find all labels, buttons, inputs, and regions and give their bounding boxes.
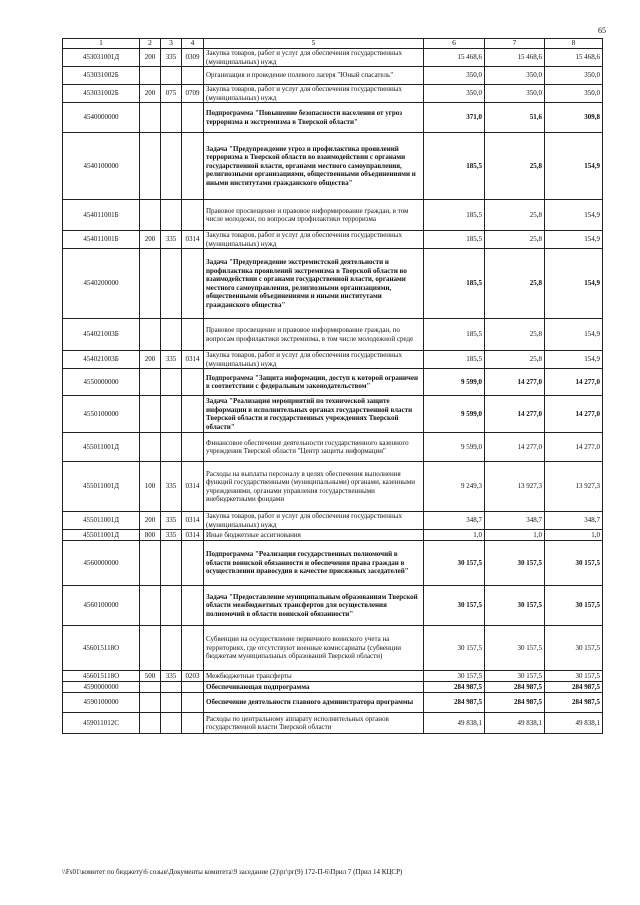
- column-header: 2: [140, 39, 161, 49]
- gradom-cell: 335: [161, 231, 182, 249]
- value-2020-cell: 284 987,5: [485, 693, 545, 713]
- gradom-cell: [161, 200, 182, 231]
- file-path-footer: \\Fs01\комитет по бюджету\6 созыв\Документы комитета\9 заседание (2)\рг\рг(9) 172-П-6\Прил 7 (Прил 14 КЦСР): [62, 868, 403, 876]
- gradom-cell: [161, 369, 182, 396]
- table-row: [63, 541, 603, 586]
- column-header: 5: [204, 39, 424, 49]
- description-cell: Обеспечение деятельности главного администратора программы: [204, 693, 424, 713]
- gradom-cell: [161, 433, 182, 462]
- kvr-cell: [140, 713, 161, 734]
- kvr-cell: 100: [140, 462, 161, 512]
- value-2020-cell: 1,0: [485, 530, 545, 541]
- section-cell: [182, 693, 204, 713]
- gradom-cell: 075: [161, 85, 182, 103]
- gradom-cell: [161, 682, 182, 693]
- value-2021-cell: 350,0: [545, 67, 603, 85]
- section-cell: [182, 319, 204, 351]
- value-2020-cell: 14 277,0: [485, 369, 545, 396]
- value-2019-cell: 348,7: [424, 512, 485, 530]
- section-cell: [182, 586, 204, 626]
- value-2020-cell: 49 838,1: [485, 713, 545, 734]
- value-2021-cell: 30 157,5: [545, 626, 603, 671]
- code-cell: 454021003Б: [63, 319, 140, 351]
- gradom-cell: 335: [161, 530, 182, 541]
- description-cell: Задача "Реализация мероприятий по технической защите информации в исполнительных органах государственной власти Тверской области и государственных учреждениях Тверской области": [204, 396, 424, 433]
- table-row: [63, 713, 603, 734]
- table-row: [63, 433, 603, 462]
- table-row: [63, 671, 603, 682]
- section-cell: 0314: [182, 512, 204, 530]
- column-header: 8: [545, 39, 603, 49]
- description-cell: Задача "Предоставление муниципальным образованиям Тверской области межбюджетных трансфертов для осуществления полномочий в области воинской обязанности": [204, 586, 424, 626]
- table-body: [63, 39, 603, 734]
- value-2021-cell: 154,9: [545, 351, 603, 369]
- section-cell: 0709: [182, 85, 204, 103]
- gradom-cell: [161, 693, 182, 713]
- value-2020-cell: 284 987,5: [485, 682, 545, 693]
- value-2020-cell: 25,8: [485, 231, 545, 249]
- code-cell: 4550100000: [63, 396, 140, 433]
- column-header: 3: [161, 39, 182, 49]
- value-2020-cell: 14 277,0: [485, 396, 545, 433]
- table-row: [63, 530, 603, 541]
- code-cell: 456015118О: [63, 671, 140, 682]
- table-row: [63, 693, 603, 713]
- kvr-cell: [140, 626, 161, 671]
- description-cell: Расходы на выплаты персоналу в целях обеспечения выполнения функций государственными (муниципальными) органами, казенными учреждениями, органами управления государственными внебюджетными фондами: [204, 462, 424, 512]
- table-row: [63, 626, 603, 671]
- value-2019-cell: 1,0: [424, 530, 485, 541]
- kvr-cell: [140, 682, 161, 693]
- description-cell: Подпрограмма "Повышение безопасности населения от угроз терроризма и экстремизма в Тверской области": [204, 103, 424, 133]
- value-2019-cell: 284 987,5: [424, 682, 485, 693]
- value-2019-cell: 185,5: [424, 231, 485, 249]
- kvr-cell: 200: [140, 49, 161, 67]
- value-2021-cell: 1,0: [545, 530, 603, 541]
- section-cell: 0203: [182, 671, 204, 682]
- description-cell: Финансовое обеспечение деятельности государственного казенного учреждения Тверской области "Центр защиты информации": [204, 433, 424, 462]
- kvr-cell: [140, 200, 161, 231]
- code-cell: 4540100000: [63, 133, 140, 200]
- table-row: [63, 319, 603, 351]
- value-2021-cell: 348,7: [545, 512, 603, 530]
- value-2020-cell: 25,8: [485, 133, 545, 200]
- code-cell: 4590000000: [63, 682, 140, 693]
- value-2021-cell: 30 157,5: [545, 671, 603, 682]
- code-cell: 4540200000: [63, 249, 140, 319]
- gradom-cell: 335: [161, 512, 182, 530]
- table-row: [63, 133, 603, 200]
- description-cell: Закупка товаров, работ и услуг для обеспечения государственных (муниципальных) нужд: [204, 351, 424, 369]
- section-cell: [182, 682, 204, 693]
- kvr-cell: [140, 396, 161, 433]
- description-cell: Подпрограмма "Защита информации, доступ к которой ограничен в соответствии с федеральным законодательством": [204, 369, 424, 396]
- gradom-cell: 335: [161, 351, 182, 369]
- code-cell: 453031001Д: [63, 49, 140, 67]
- value-2019-cell: 350,0: [424, 67, 485, 85]
- description-cell: Закупка товаров, работ и услуг для обеспечения государственных (муниципальных) нужд: [204, 85, 424, 103]
- section-cell: [182, 249, 204, 319]
- section-cell: [182, 369, 204, 396]
- value-2019-cell: 185,5: [424, 200, 485, 231]
- code-cell: 456015118О: [63, 626, 140, 671]
- value-2019-cell: 30 157,5: [424, 671, 485, 682]
- value-2020-cell: 25,8: [485, 319, 545, 351]
- section-cell: 0314: [182, 530, 204, 541]
- header-row: [63, 39, 603, 49]
- code-cell: 4590100000: [63, 693, 140, 713]
- gradom-cell: [161, 541, 182, 586]
- description-cell: Подпрограмма "Реализация государственных полномочий в области воинской обязанности и обеспечения права граждан в осуществлении правосудия в качестве присяжных заседателей": [204, 541, 424, 586]
- description-cell: Межбюджетные трансферты: [204, 671, 424, 682]
- kvr-cell: [140, 541, 161, 586]
- value-2021-cell: 284 987,5: [545, 693, 603, 713]
- budget-table: [62, 38, 603, 734]
- section-cell: [182, 103, 204, 133]
- value-2020-cell: 51,6: [485, 103, 545, 133]
- gradom-cell: [161, 396, 182, 433]
- value-2019-cell: 185,5: [424, 249, 485, 319]
- description-cell: Субвенции на осуществление первичного воинского учета на территориях, где отсутствуют военные комиссариаты (субвенции бюджетам муниципальных образований Тверской области): [204, 626, 424, 671]
- gradom-cell: [161, 319, 182, 351]
- table-row: [63, 67, 603, 85]
- value-2019-cell: 185,5: [424, 319, 485, 351]
- kvr-cell: [140, 693, 161, 713]
- value-2019-cell: 15 468,6: [424, 49, 485, 67]
- table-row: [63, 85, 603, 103]
- value-2021-cell: 15 468,6: [545, 49, 603, 67]
- code-cell: 454011001Б: [63, 231, 140, 249]
- code-cell: 454011001Б: [63, 200, 140, 231]
- value-2019-cell: 9 249,3: [424, 462, 485, 512]
- value-2021-cell: 14 277,0: [545, 433, 603, 462]
- table-row: [63, 682, 603, 693]
- section-cell: [182, 541, 204, 586]
- section-cell: 0314: [182, 462, 204, 512]
- description-cell: Закупка товаров, работ и услуг для обеспечения государственных (муниципальных) нужд: [204, 231, 424, 249]
- value-2021-cell: 284 987,5: [545, 682, 603, 693]
- gradom-cell: [161, 249, 182, 319]
- value-2019-cell: 9 599,0: [424, 396, 485, 433]
- kvr-cell: 500: [140, 671, 161, 682]
- kvr-cell: 200: [140, 351, 161, 369]
- gradom-cell: [161, 103, 182, 133]
- table-row: [63, 231, 603, 249]
- kvr-cell: 200: [140, 85, 161, 103]
- gradom-cell: [161, 626, 182, 671]
- code-cell: 454021003Б: [63, 351, 140, 369]
- value-2019-cell: 30 157,5: [424, 626, 485, 671]
- value-2020-cell: 13 927,3: [485, 462, 545, 512]
- value-2019-cell: 350,0: [424, 85, 485, 103]
- value-2021-cell: 154,9: [545, 200, 603, 231]
- description-cell: Задача "Предупреждение угроз и профилактика проявлений терроризма в Тверской области во взаимодействии с органами государственной власти, органами местного самоуправления, религиозными организациями, общественными объединениями и иными институтами гражданского общества": [204, 133, 424, 200]
- value-2021-cell: 30 157,5: [545, 541, 603, 586]
- column-header: 6: [424, 39, 485, 49]
- description-cell: Закупка товаров, работ и услуг для обеспечения государственных (муниципальных) нужд: [204, 512, 424, 530]
- description-cell: Закупка товаров, работ и услуг для обеспечения государственных (муниципальных) нужд: [204, 49, 424, 67]
- value-2020-cell: 15 468,6: [485, 49, 545, 67]
- kvr-cell: [140, 67, 161, 85]
- kvr-cell: 200: [140, 512, 161, 530]
- page-number: 65: [598, 26, 606, 35]
- code-cell: 459011012С: [63, 713, 140, 734]
- table-row: [63, 200, 603, 231]
- code-cell: 4550000000: [63, 369, 140, 396]
- table-row: [63, 396, 603, 433]
- gradom-cell: [161, 713, 182, 734]
- value-2021-cell: 154,9: [545, 133, 603, 200]
- table-row: [63, 351, 603, 369]
- gradom-cell: 335: [161, 671, 182, 682]
- value-2021-cell: 13 927,3: [545, 462, 603, 512]
- column-header: 4: [182, 39, 204, 49]
- kvr-cell: [140, 103, 161, 133]
- code-cell: 455011001Д: [63, 530, 140, 541]
- description-cell: Организация и проведение полевого лагеря "Юный спасатель": [204, 67, 424, 85]
- value-2021-cell: 154,9: [545, 249, 603, 319]
- section-cell: 0314: [182, 231, 204, 249]
- section-cell: [182, 133, 204, 200]
- code-cell: 4540000000: [63, 103, 140, 133]
- table-row: [63, 249, 603, 319]
- section-cell: [182, 433, 204, 462]
- gradom-cell: 335: [161, 49, 182, 67]
- description-cell: Обеспечивающая подпрограмма: [204, 682, 424, 693]
- description-cell: Правовое просвещение и правовое информирование граждан, по вопросам профилактики экстремизма, в том числе молодежной среде: [204, 319, 424, 351]
- table-row: [63, 369, 603, 396]
- code-cell: 455011001Д: [63, 512, 140, 530]
- value-2020-cell: 30 157,5: [485, 541, 545, 586]
- value-2019-cell: 9 599,0: [424, 369, 485, 396]
- value-2019-cell: 9 599,0: [424, 433, 485, 462]
- table-row: [63, 49, 603, 67]
- value-2021-cell: 30 157,5: [545, 586, 603, 626]
- value-2019-cell: 30 157,5: [424, 541, 485, 586]
- table-row: [63, 103, 603, 133]
- value-2021-cell: 350,0: [545, 85, 603, 103]
- column-header: 1: [63, 39, 140, 49]
- section-cell: [182, 396, 204, 433]
- value-2021-cell: 14 277,0: [545, 396, 603, 433]
- value-2021-cell: 49 838,1: [545, 713, 603, 734]
- column-header: 7: [485, 39, 545, 49]
- value-2021-cell: 309,8: [545, 103, 603, 133]
- kvr-cell: [140, 369, 161, 396]
- description-cell: Расходы по центральному аппарату исполнительных органов государственной власти Тверской области: [204, 713, 424, 734]
- value-2020-cell: 25,8: [485, 351, 545, 369]
- kvr-cell: [140, 133, 161, 200]
- kvr-cell: 800: [140, 530, 161, 541]
- kvr-cell: 200: [140, 231, 161, 249]
- description-cell: Правовое просвещение и правовое информирование граждан, в том числе молодежи, по вопросам профилактики терроризма: [204, 200, 424, 231]
- kvr-cell: [140, 586, 161, 626]
- value-2021-cell: 14 277,0: [545, 369, 603, 396]
- gradom-cell: [161, 67, 182, 85]
- value-2020-cell: 348,7: [485, 512, 545, 530]
- section-cell: [182, 200, 204, 231]
- table-row: [63, 586, 603, 626]
- code-cell: 455011001Д: [63, 462, 140, 512]
- gradom-cell: [161, 133, 182, 200]
- value-2020-cell: 350,0: [485, 67, 545, 85]
- description-cell: Задача "Предупреждение экстремистской деятельности и профилактика проявлений экстремизма в Тверской области во взаимодействии с органами государственной власти, органами местного самоуправления, религиозными организациями, общественными объединениями и иными институтами гражданского общества": [204, 249, 424, 319]
- kvr-cell: [140, 433, 161, 462]
- value-2019-cell: 284 987,5: [424, 693, 485, 713]
- value-2020-cell: 30 157,5: [485, 586, 545, 626]
- gradom-cell: 335: [161, 462, 182, 512]
- gradom-cell: [161, 586, 182, 626]
- value-2020-cell: 350,0: [485, 85, 545, 103]
- kvr-cell: [140, 319, 161, 351]
- code-cell: 453031002Б: [63, 85, 140, 103]
- value-2019-cell: 371,0: [424, 103, 485, 133]
- kvr-cell: [140, 249, 161, 319]
- value-2020-cell: 30 157,5: [485, 626, 545, 671]
- value-2019-cell: 30 157,5: [424, 586, 485, 626]
- section-cell: 0309: [182, 49, 204, 67]
- description-cell: Иные бюджетные ассигнования: [204, 530, 424, 541]
- section-cell: [182, 713, 204, 734]
- code-cell: 455011001Д: [63, 433, 140, 462]
- code-cell: 453031002Б: [63, 67, 140, 85]
- value-2019-cell: 185,5: [424, 351, 485, 369]
- section-cell: [182, 67, 204, 85]
- value-2019-cell: 185,5: [424, 133, 485, 200]
- code-cell: 4560100000: [63, 586, 140, 626]
- table-row: [63, 512, 603, 530]
- section-cell: [182, 626, 204, 671]
- section-cell: 0314: [182, 351, 204, 369]
- value-2021-cell: 154,9: [545, 231, 603, 249]
- value-2021-cell: 154,9: [545, 319, 603, 351]
- value-2020-cell: 14 277,0: [485, 433, 545, 462]
- value-2020-cell: 25,8: [485, 200, 545, 231]
- table-row: [63, 462, 603, 512]
- value-2020-cell: 30 157,5: [485, 671, 545, 682]
- value-2019-cell: 49 838,1: [424, 713, 485, 734]
- value-2020-cell: 25,8: [485, 249, 545, 319]
- code-cell: 4560000000: [63, 541, 140, 586]
